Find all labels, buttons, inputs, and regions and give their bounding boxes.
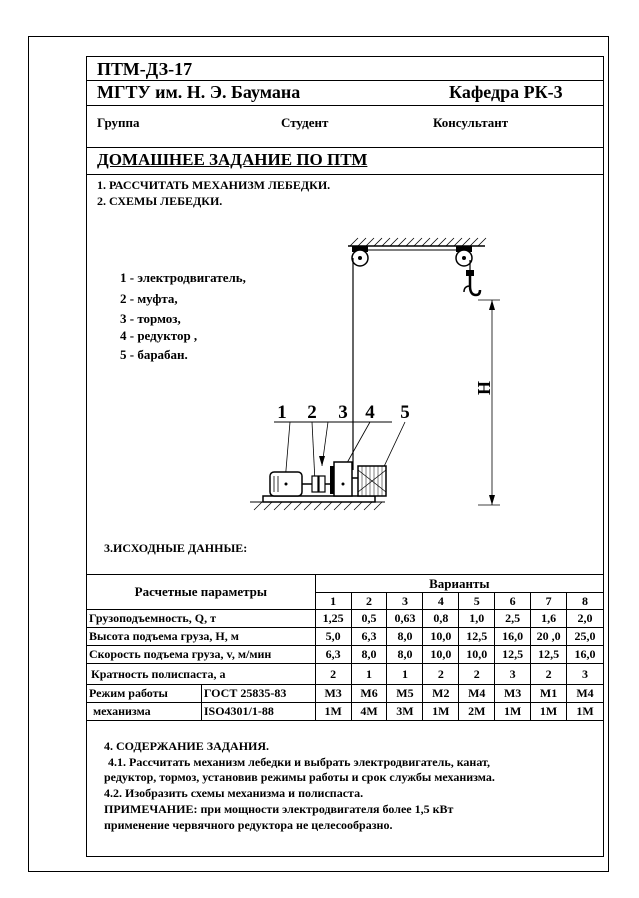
table-cell: 2 (315, 664, 351, 685)
header-divider-2 (86, 105, 604, 106)
note-text: : при мощности электродвигателя более 1,5 кВт (193, 802, 454, 816)
iso-cell: 4М (351, 703, 387, 721)
iso-label: ISO4301/1-88 (201, 703, 315, 721)
table-cell: 1 (387, 664, 423, 685)
table-cell: 6,3 (315, 646, 351, 664)
consultant-label: Консультант (433, 115, 509, 130)
params-header: Расчетные параметры (87, 575, 316, 610)
hook-icon (464, 270, 480, 295)
reducer-icon (334, 462, 352, 496)
table-cell: 12,5 (459, 628, 495, 646)
variant-number: 4 (423, 593, 459, 610)
iso-cell: 1М (315, 703, 351, 721)
table-cell: 3 (495, 664, 531, 685)
table-cell: 12,5 (495, 646, 531, 664)
table-cell: 1,0 (459, 610, 495, 628)
table-cell: 20 ,0 (531, 628, 567, 646)
data-rows (87, 610, 604, 685)
table-row (87, 628, 604, 646)
header-divider-1 (86, 80, 604, 81)
table-cell: 1,25 (315, 610, 351, 628)
variant-number: 6 (495, 593, 531, 610)
coupling-icon (312, 476, 325, 492)
iso-cell: 1М (567, 703, 604, 721)
row-label: Скорость подъема груза, v, м/мин (87, 646, 316, 664)
variant-number: 3 (387, 593, 423, 610)
gost-cell: М3 (495, 685, 531, 703)
height-dimension (474, 300, 500, 505)
drum-icon (358, 466, 386, 496)
height-label: H (474, 380, 494, 396)
gost-label: ГОСТ 25835-83 (201, 685, 315, 703)
iso-cell: 2М (459, 703, 495, 721)
department-name: Кафедра РК-3 (449, 82, 563, 102)
student-label: Студент (281, 115, 329, 130)
iso-cell: 1М (423, 703, 459, 721)
table-cell: 16,0 (495, 628, 531, 646)
legend-item-3: 3 - тормоз, (120, 311, 181, 326)
table-cell: 2 (531, 664, 567, 685)
table-cell: 12,5 (531, 646, 567, 664)
gost-cell: М1 (531, 685, 567, 703)
variant-number: 8 (567, 593, 604, 610)
callout-5: 5 (400, 402, 410, 423)
callout-1: 1 (277, 402, 287, 423)
header-divider-3 (86, 147, 604, 148)
table-row (87, 646, 604, 664)
gost-cell: М6 (351, 685, 387, 703)
initial-data-title: 3.ИСХОДНЫЕ ДАННЫЕ: (104, 541, 248, 555)
table-cell: 2 (459, 664, 495, 685)
table-cell: 0,5 (351, 610, 387, 628)
table-cell: 8,0 (387, 646, 423, 664)
group-label: Группа (97, 115, 140, 130)
legend-item-1: 1 - электродвигатель, (120, 270, 246, 285)
variant-number: 5 (459, 593, 495, 610)
table-cell: 6,3 (351, 628, 387, 646)
task-2: 2. СХЕМЫ ЛЕБЕДКИ. (97, 194, 223, 208)
page-title: ДОМАШНЕЕ ЗАДАНИЕ ПО ПТМ (97, 150, 368, 169)
table-cell: 3 (567, 664, 604, 685)
table-row (87, 664, 604, 685)
table-cell: 10,0 (423, 628, 459, 646)
iso-cell: 3М (387, 703, 423, 721)
task-1: 1. РАССЧИТАТЬ МЕХАНИЗМ ЛЕБЕДКИ. (97, 178, 331, 192)
variant-number: 2 (351, 593, 387, 610)
callout-3: 3 (338, 402, 348, 423)
gost-cell: М2 (423, 685, 459, 703)
table-cell: 2,5 (495, 610, 531, 628)
table-cell: 10,0 (459, 646, 495, 664)
table-cell: 1,6 (531, 610, 567, 628)
variant-number: 1 (315, 593, 351, 610)
table-cell: 0,63 (387, 610, 423, 628)
iso-cell: 1М (495, 703, 531, 721)
university-name: МГТУ им. Н. Э. Баумана (97, 82, 301, 102)
gost-cell: М3 (315, 685, 351, 703)
callout-2: 2 (307, 402, 317, 423)
gost-cell: М5 (387, 685, 423, 703)
gost-cell: М4 (567, 685, 604, 703)
table-cell: 0,8 (423, 610, 459, 628)
note-line-1 (104, 802, 453, 817)
iso-cell: 1М (531, 703, 567, 721)
table-cell: 10,0 (423, 646, 459, 664)
mode-label-1: Режим работы (87, 685, 202, 703)
left-pulley (352, 250, 368, 266)
document-code: ПТМ-ДЗ-17 (97, 59, 193, 79)
legend-item-4: 4 - редуктор , (120, 328, 198, 343)
content-line-2: редуктор, тормоз, установив режимы работы и срок службы механизма. (104, 770, 495, 784)
table-cell: 1 (351, 664, 387, 685)
legend-item-2: 2 - муфта, (120, 291, 178, 306)
note-line-2: применение червячного редуктора не целесообразно. (104, 818, 393, 832)
table-cell: 8,0 (351, 646, 387, 664)
row-label: Кратность полиспаста, а (87, 664, 316, 685)
table-cell: 25,0 (567, 628, 604, 646)
note-label: ПРИМЕЧАНИЕ (104, 802, 194, 816)
legend-item-5: 5 - барабан. (120, 347, 188, 362)
title-divider (86, 174, 604, 175)
gost-cell: М4 (459, 685, 495, 703)
row-label: Высота подъема груза, Н, м (87, 628, 316, 646)
row-label: Грузоподъемность, Q, т (87, 610, 316, 628)
mode-label-2: механизма (87, 703, 202, 721)
variant-number: 7 (531, 593, 567, 610)
content-line-1: 4.1. Рассчитать механизм лебедки и выбрать электродвигатель, канат, (108, 755, 491, 769)
winch-diagram (230, 220, 520, 525)
table-cell: 5,0 (315, 628, 351, 646)
table-cell: 8,0 (387, 628, 423, 646)
callout-4: 4 (365, 402, 375, 423)
table-cell: 2,0 (567, 610, 604, 628)
content-line-3: 4.2. Изобразить схемы механизма и полиспаста. (104, 786, 364, 800)
variants-header: Варианты (315, 575, 603, 593)
table-cell: 2 (423, 664, 459, 685)
content-title: 4. СОДЕРЖАНИЕ ЗАДАНИЯ. (104, 739, 270, 753)
table-cell: 16,0 (567, 646, 604, 664)
parameters-table (86, 574, 604, 721)
motor-icon (270, 472, 302, 496)
table-row (87, 610, 604, 628)
